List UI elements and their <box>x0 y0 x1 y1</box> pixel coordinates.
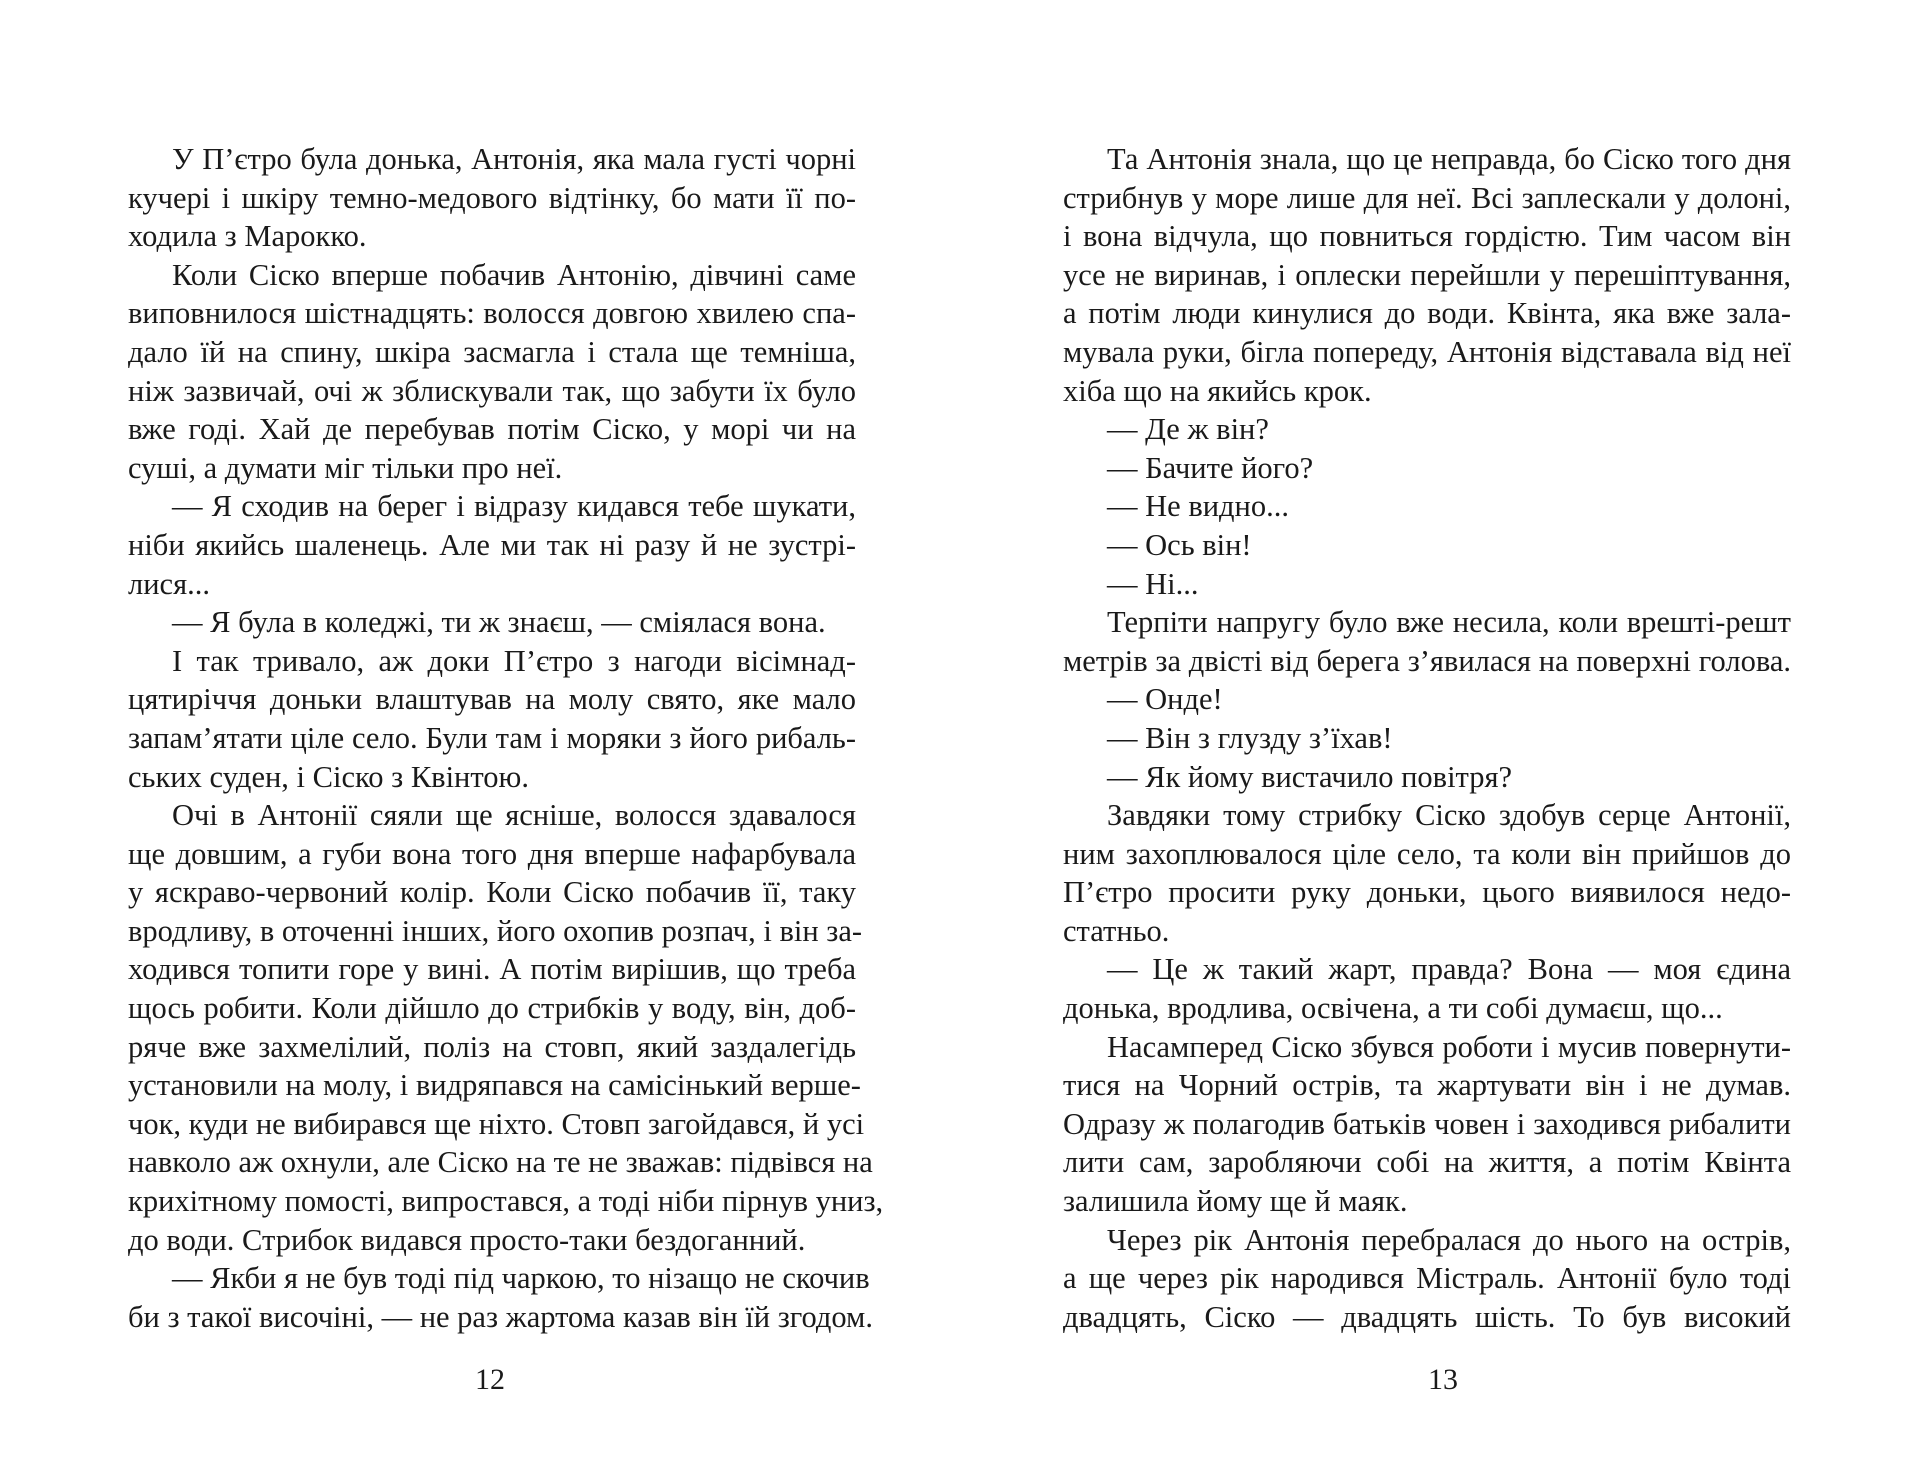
left-page-number: 12 <box>475 1363 505 1396</box>
text-line: — Де ж він? <box>1107 412 1269 447</box>
text-line: У П’єтро була донька, Антонія, яка мала густі чорні <box>172 142 856 176</box>
text-line: щось робити. Коли дійшло до стрибків у воду, він, доб- <box>128 991 856 1026</box>
text-line: запам’ятати ціле село. Були там і моряки з його рибаль- <box>128 720 856 755</box>
text-line: — Як йому вистачило повітря? <box>1107 759 1513 794</box>
right-page-text <box>1063 140 1791 1336</box>
text-line: ряче вже захмелілий, поліз на стовп, який заздалегідь <box>128 1029 856 1064</box>
text-line: хіба що на якийсь крок. <box>1063 373 1372 408</box>
text-line: ніж зазвичай, очі ж зблискували так, що забути їх було <box>128 373 856 408</box>
text-line: Та Антонія знала, що це неправда, бо Сіско того дня <box>1107 142 1791 176</box>
text-line: ще довшим, а губи вона того дня вперше нафарбувала <box>128 836 856 871</box>
right-page <box>960 0 1920 1477</box>
text-line: — Ні... <box>1107 566 1199 601</box>
text-line: тися на Чорний острів, та жартувати він і не думав. <box>1063 1068 1791 1103</box>
text-line: усе не виринав, і оплески перейшли у перешіптування, <box>1063 257 1791 292</box>
text-line: Завдяки тому стрибку Сіско здобув серце Антонії, <box>1107 798 1791 833</box>
text-line: навколо аж охнули, але Сіско на те не зважав: підвівся на <box>128 1145 873 1180</box>
text-line: Одразу ж полагодив батьків човен і заходився рибалити <box>1063 1106 1791 1141</box>
text-line: статньо. <box>1063 913 1170 948</box>
text-line: ходився топити горе у вині. А потім вирішив, що треба <box>128 952 856 987</box>
text-line: вродливу, в оточенні інших, його охопив розпач, і він за- <box>128 913 863 948</box>
text-line: ходила з Марокко. <box>128 219 367 254</box>
text-line: цятиріччя доньки влаштував на молу свято, яке мало <box>128 682 856 717</box>
text-line: мувала руки, бігла попереду, Антонія відставала від неї <box>1063 334 1791 369</box>
text-line: ніби якийсь шаленець. Але ми так ні разу й не зустрі- <box>128 527 856 562</box>
text-line: лити сам, заробляючи собі на життя, а потім Квінта <box>1063 1145 1791 1180</box>
text-line: — Якби я не був тоді під чаркою, то нізащо не скочив <box>172 1261 870 1296</box>
text-line: у яскраво-червоний колір. Коли Сіско побачив її, таку <box>128 875 856 910</box>
text-line: — Я була в коледжі, ти ж знаєш, — сміялася вона. <box>172 605 826 640</box>
text-line: — Він з глузду з’їхав! <box>1107 720 1393 755</box>
text-line: дало їй на спину, шкіра засмагла і стала ще темніша, <box>128 334 856 369</box>
left-page-text <box>128 140 884 1336</box>
text-line: Коли Сіско вперше побачив Антонію, дівчині саме <box>172 257 856 292</box>
text-line: а ще через рік народився Містраль. Антонії було тоді <box>1063 1261 1791 1296</box>
text-line: лися... <box>128 566 210 601</box>
text-line: донька, вродлива, освічена, а ти собі думаєш, що... <box>1063 991 1723 1026</box>
text-line: а потім люди кинулися до води. Квінта, яка вже зала- <box>1063 296 1791 331</box>
text-line: ним захоплювалося ціле село, та коли він прийшов до <box>1063 836 1791 871</box>
text-line: стрибнув у море лише для неї. Всі заплескали у долоні, <box>1063 180 1791 215</box>
text-line: — Я сходив на берег і відразу кидався тебе шукати, <box>172 489 856 524</box>
text-line: двадцять, Сіско — двадцять шість. То був високий <box>1063 1299 1791 1334</box>
text-line: І так тривало, аж доки П’єтро з нагоди вісімнад- <box>172 643 856 678</box>
text-line: метрів за двісті від берега з’явилася на поверхні голова. <box>1063 643 1791 678</box>
text-line: — Це ж такий жарт, правда? Вона — моя єдина <box>1107 952 1791 987</box>
text-line: — Бачите його? <box>1107 450 1314 485</box>
text-line: до води. Стрибок видався просто-таки бездоганний. <box>128 1222 806 1257</box>
text-line: Очі в Антонії сяяли ще ясніше, волосся здавалося <box>172 798 856 833</box>
text-line: вже годі. Хай де перебував потім Сіско, у морі чи на <box>128 412 856 447</box>
text-line: — Онде! <box>1107 682 1223 717</box>
text-line: установили на молу, і видряпався на самісінький верше- <box>128 1068 861 1103</box>
text-line: суші, а думати міг тільки про неї. <box>128 450 563 485</box>
text-line: би з такої височіні, — не раз жартома казав він їй згодом. <box>128 1299 873 1334</box>
text-line: крихітному помості, випростався, а тоді ніби пірнув униз, <box>128 1184 884 1219</box>
text-line: — Не видно... <box>1107 489 1290 524</box>
text-line: Через рік Антонія перебралася до нього на острів, <box>1107 1222 1791 1257</box>
text-line: чок, куди не вибирався ще ніхто. Стовп загойдався, й усі <box>128 1106 865 1141</box>
text-line: залишила йому ще й маяк. <box>1063 1184 1408 1219</box>
text-line: П’єтро просити руку доньки, цього виявилося недо- <box>1063 875 1791 910</box>
text-line: Насамперед Сіско збувся роботи і мусив повернути- <box>1107 1029 1791 1064</box>
text-line: і вона відчула, що повниться гордістю. Тим часом він <box>1063 219 1791 254</box>
text-line: Терпіти напругу було вже несила, коли врешті-решт <box>1107 605 1791 640</box>
text-line: ських суден, і Сіско з Квінтою. <box>128 759 529 794</box>
text-line: — Ось він! <box>1107 527 1252 562</box>
text-line: кучері і шкіру темно-медового відтінку, бо мати її по- <box>128 180 856 215</box>
text-line: виповнилося шістнадцять: волосся довгою хвилею спа- <box>128 296 856 331</box>
right-page-number: 13 <box>1428 1363 1458 1396</box>
